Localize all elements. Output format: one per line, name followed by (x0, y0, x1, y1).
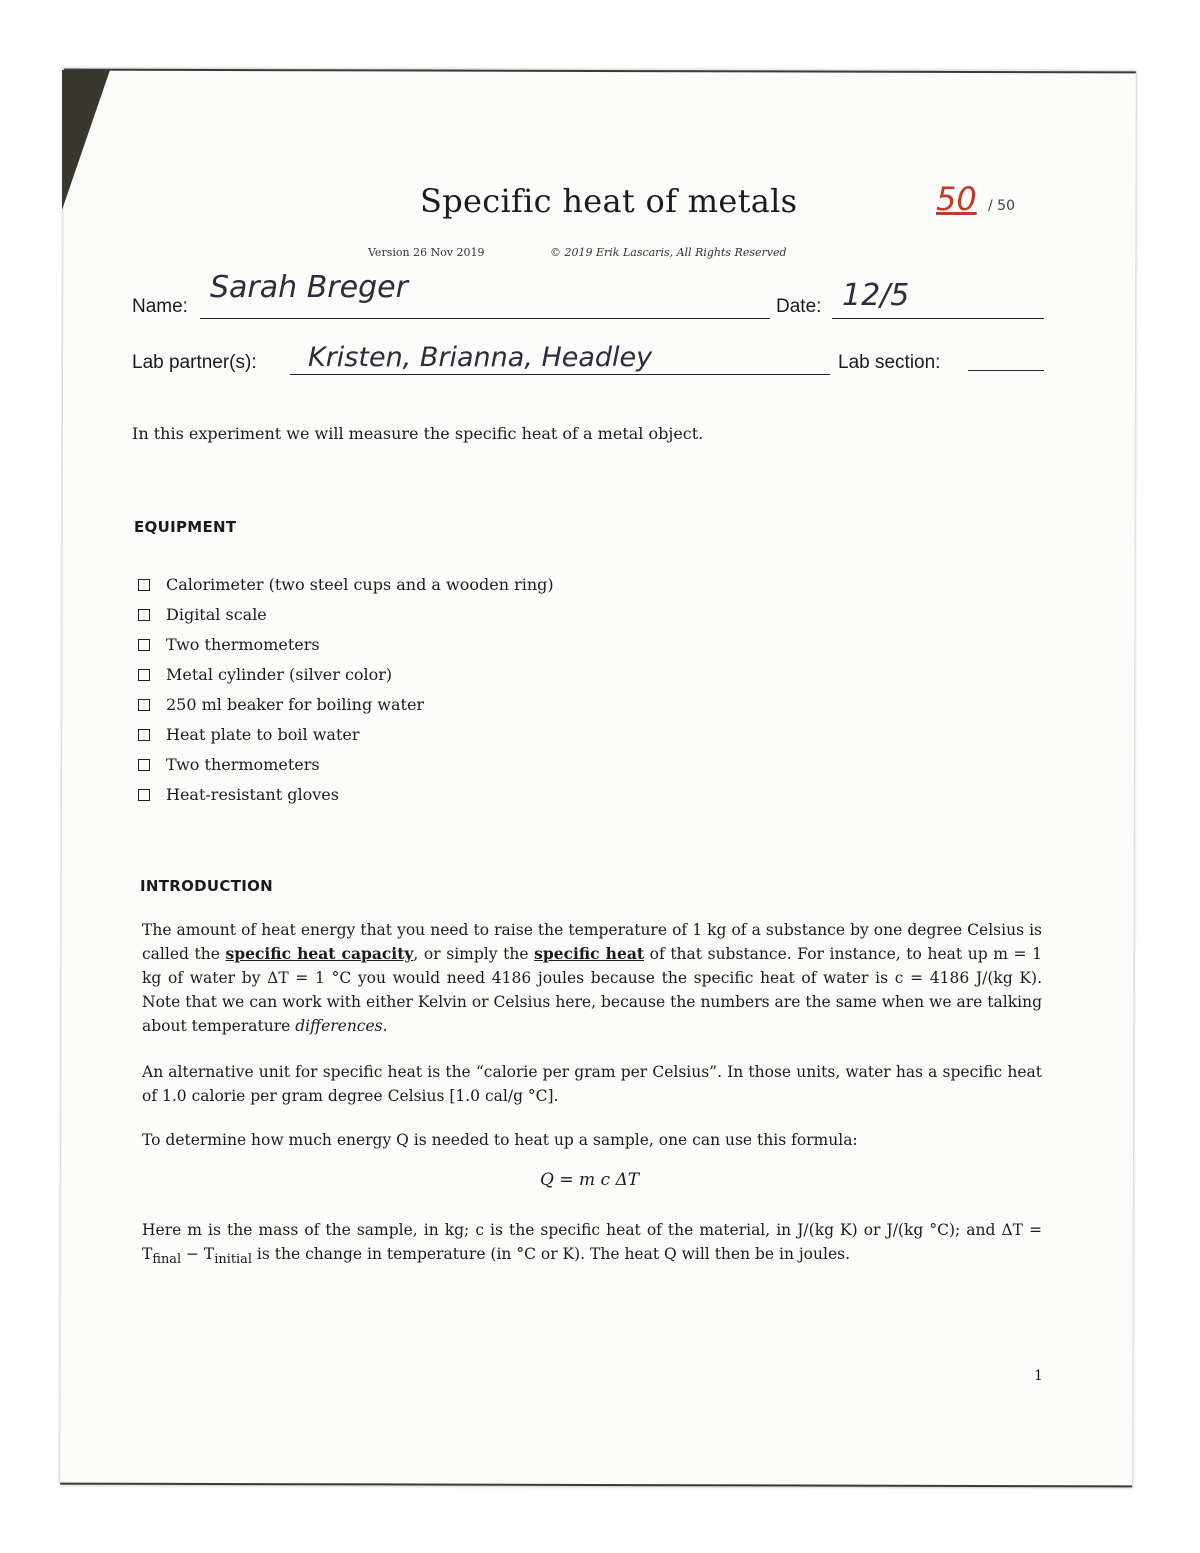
list-item: Two thermometers (138, 630, 554, 660)
date-value[interactable]: 12/5 (842, 278, 910, 313)
list-item: Calorimeter (two steel cups and a wooden ring) (138, 570, 554, 600)
list-item: Two thermometers (138, 750, 554, 780)
checkbox[interactable] (138, 639, 150, 651)
copyright-label: © 2019 Erik Lascaris, All Rights Reserved (550, 246, 787, 259)
term-specific-heat: specific heat (534, 944, 645, 963)
score-total: / 50 (988, 198, 1015, 214)
list-item: Metal cylinder (silver color) (138, 660, 554, 690)
checkbox[interactable] (138, 669, 150, 681)
checkbox[interactable] (138, 789, 150, 801)
equipment-heading: EQUIPMENT (134, 518, 237, 536)
checkbox[interactable] (138, 759, 150, 771)
introduction-heading: INTRODUCTION (140, 877, 274, 895)
intro-paragraph-1: The amount of heat energy that you need to raise the temperature of 1 kg of a substance by one degree Celsius is called the specific heat capacity, or simply the specific heat of that substance. For instance, to heat up m = 1 kg of water by ΔT = 1 °C you would need 4186 joules because the specific heat of water is c = 4186 J/(kg K). Note that we can work with either Kelvin or Celsius here, because the numbers are the same when we are talking about temperature differences. (142, 921, 1042, 1035)
checkbox[interactable] (138, 579, 150, 591)
name-line (200, 318, 770, 319)
equipment-list (138, 570, 554, 810)
page-number: 1 (1034, 1368, 1043, 1384)
folded-corner (62, 70, 110, 210)
version-label: Version 26 Nov 2019 (368, 246, 485, 259)
intro-sentence: In this experiment we will measure the specific heat of a metal object. (132, 424, 704, 443)
term-specific-heat-capacity: specific heat capacity (225, 944, 414, 963)
page-title: Specific heat of metals (420, 182, 798, 220)
partners-value[interactable]: Kristen, Brianna, Headley (308, 342, 653, 373)
checkbox[interactable] (138, 729, 150, 741)
partners-label: Lab partner(s): (132, 352, 257, 373)
heat-formula: Q = m c ΔT (540, 1170, 640, 1190)
list-item: 250 ml beaker for boiling water (138, 690, 554, 720)
name-label: Name: (132, 296, 188, 317)
partners-line (290, 374, 830, 375)
list-item: Digital scale (138, 600, 554, 630)
lab-section-label: Lab section: (838, 352, 941, 373)
checkbox[interactable] (138, 609, 150, 621)
name-value[interactable]: Sarah Breger (210, 270, 408, 305)
intro-paragraph-4: Here m is the mass of the sample, in kg; c is the specific heat of the material, in J/(kg K) or J/(kg °C); and $\Delta T = T_{final} - T_{initial}$ is the change in temperature (in °C or K). The heat Q will then be in joules. (142, 1221, 1042, 1268)
checkbox[interactable] (138, 699, 150, 711)
list-item: Heat plate to boil water (138, 720, 554, 750)
intro-paragraph-3: To determine how much energy Q is needed to heat up a sample, one can use this formula: (142, 1131, 858, 1149)
handwritten-score: 50 (936, 180, 977, 218)
date-line (832, 318, 1044, 319)
date-label: Date: (776, 296, 822, 317)
list-item: Heat-resistant gloves (138, 780, 554, 810)
lab-section-line[interactable] (968, 370, 1044, 371)
intro-paragraph-2: An alternative unit for specific heat is the “calorie per gram per Celsius”. In those units, water has a specific heat of 1.0 calorie per gram degree Celsius [1.0 cal/g °C]. (142, 1063, 1042, 1105)
